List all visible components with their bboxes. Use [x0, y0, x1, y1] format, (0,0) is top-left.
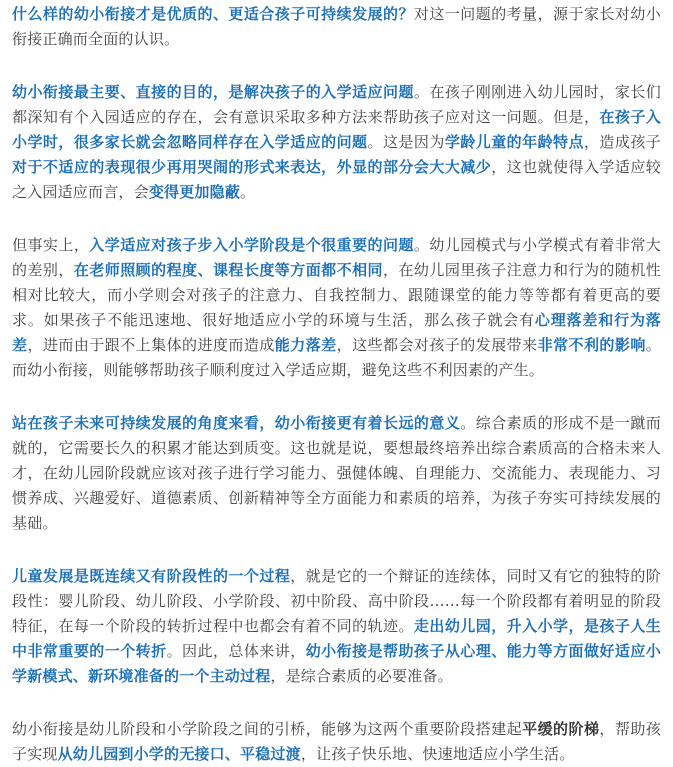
highlight-text: 学龄儿童的年龄特点: [444, 133, 584, 151]
highlight-text: 能力落差: [274, 336, 337, 354]
bold-text: 平缓的阶梯: [522, 720, 600, 738]
paragraph-3: [12, 233, 661, 383]
highlight-text: 在老师照顾的程度、课程长度等方面都不相同: [73, 261, 383, 279]
body-text: ，是综合素质的必要准备。: [270, 667, 453, 685]
highlight-text: 儿童发展是既连续又有阶段性的一个过程: [12, 567, 291, 585]
body-text: 。这是因为: [367, 133, 445, 151]
body-text: 对这一问题的考量，源于家长对幼小衔接正确而全面的认识。: [12, 5, 661, 48]
highlight-text: 变得更加隐蔽: [148, 183, 241, 201]
highlight-text: 走出幼儿园，升入小学，是孩子人生中非常重要的一个转折: [12, 617, 661, 660]
body-text: ，帮助孩子实现: [12, 720, 661, 763]
body-text: ，造成孩子: [583, 133, 661, 151]
highlight-text: 幼小衔接最主要、直接的目的，是解决孩子的入学适应问题: [12, 83, 414, 101]
body-text: ，让孩子快乐地、快速地适应小学生活。: [300, 745, 575, 763]
highlight-text: 什么样的幼小衔接才是优质的、更适合孩子可持续发展的？: [12, 5, 414, 23]
paragraph-6: [12, 717, 661, 767]
body-text: ，进而由于跟不上集体的进度而造成: [27, 336, 275, 354]
highlight-text: 在孩子入小学时，很多家长就会忽略同样存在入学适应的问题: [12, 108, 661, 151]
body-text: ，就是它的一个辩证的连续体，同时又有它的独特的阶段性：婴儿阶段、幼儿阶段、小学阶段、初中阶段、高中阶段……每一个阶段都有着明显的阶段特征，在每一个阶段的转折过程中也都会有着不同的轨迹。: [12, 567, 661, 635]
paragraph-2: [12, 80, 661, 205]
body-text: 但事实上，: [12, 236, 90, 254]
body-text: 。幼儿园模式与小学模式有着非常大的差别，: [12, 236, 661, 279]
paragraph-4: [12, 411, 661, 536]
highlight-text: 对于不适应的表现很少再用哭闹的形式来表达，外显的部分会大大减少: [12, 158, 492, 176]
body-text: 。在孩子刚刚进入幼儿园时，家长们都深知有个入园适应的存在，会有意识采取多种方法来帮助孩子应对这一问题。但是，: [12, 83, 661, 126]
highlight-text: 心理落差和行为落差: [12, 311, 661, 354]
body-text: 。: [240, 183, 256, 201]
body-text: 。综合素质的形成不是一蹴而就的，它需要长久的积累才能达到质变。这也就是说，要想最终培养出综合素质高的合格未来人才，在幼儿园阶段就应该对孩子进行学习能力、强健体魄、自理能力、交流能力、表现能力、习惯养成、兴趣爱好、道德素质、创新精神等全方面能力和素质的培养，为孩子夯实可持续发展的基础。: [12, 414, 661, 532]
highlight-text: 非常不利的影响: [537, 336, 646, 354]
highlight-text: 入学适应对孩子步入小学阶段是个很重要的问题: [89, 236, 414, 254]
body-text: 幼小衔接是幼儿阶段和小学阶段之间的引桥，能够为这两个重要阶段搭建起: [12, 720, 523, 738]
highlight-text: 从幼儿园到小学的无接口、平稳过渡: [57, 745, 301, 763]
highlight-text: 站在孩子未来可持续发展的角度来看，幼小衔接更有着长远的意义: [12, 414, 461, 432]
body-text: 。因此，总体来讲，: [166, 642, 306, 660]
body-text: 。而幼小衔接，则能够帮助孩子顺利度过入学适应期，避免这些不利因素的产生。: [12, 336, 662, 379]
highlight-text: 幼小衔接是帮助孩子从心理、能力等方面做好适应小学新模式、新环境准备的一个主动过程: [12, 642, 661, 685]
body-text: ，在幼儿园里孩子注意力和行为的随机性相对比较大，而小学则会对孩子的注意力、自我控制力、跟随课堂的能力等等都有着更高的要求。如果孩子不能迅速地、很好地适应小学的环境与生活，那么孩子就会有: [12, 261, 661, 329]
body-text: ，这也就使得入学适应较之入园适应而言，会: [12, 158, 661, 201]
body-text: ，这些都会对孩子的发展带来: [336, 336, 538, 354]
paragraph-1: [12, 2, 661, 52]
paragraph-5: [12, 564, 661, 689]
